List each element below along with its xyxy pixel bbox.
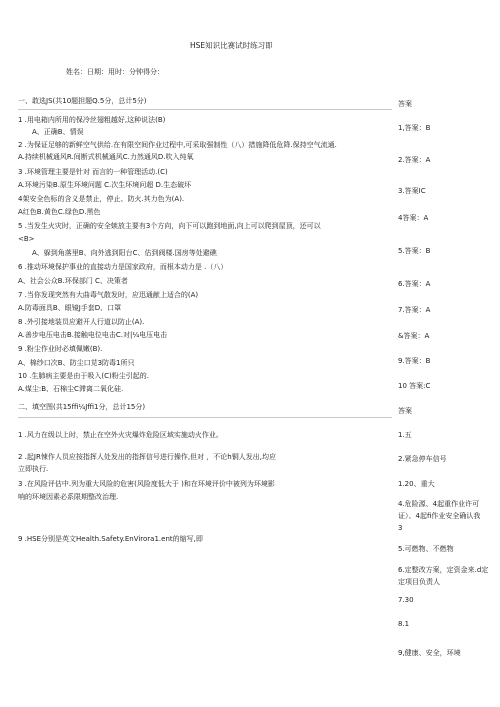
q-line: A、社会公众B.环保部门 C、决策者 (18, 277, 128, 285)
answer-item: 3 (398, 524, 403, 532)
q-line: 10 .生肺病主要是由于吸入(C)粉尘引起的. (18, 372, 149, 380)
q-line: A、正确B、情误 (32, 128, 84, 136)
q-line: 5 .当发生火灾时，正确的安全嫉放主要有3个方向，向下可以跑到地面,向上可以爬到屋顶，还可以 (18, 222, 321, 230)
answer-item: 6.定整改方案，定资金来.d定 (398, 566, 489, 574)
fill-line: 立即执行. (18, 465, 49, 473)
answer-item: 1,答案：B (398, 124, 431, 132)
answer-item: 1.20、重大 (398, 480, 435, 488)
answer-item: 6.答案：A (398, 280, 431, 288)
q-line: A.善步电压电击B.接触电位电击C.对|¼电压电击 (18, 331, 168, 339)
q-line: <B> (18, 235, 35, 243)
answer-item: 10 答案:C (398, 382, 431, 390)
answer-item: 9.答案：B (398, 357, 431, 365)
q-line: 4架安全色标的含义是禁止，停止、防火.其力色为(A). (18, 195, 185, 203)
q-line: A.煤尘:B、石棉尘C滞离二氧化硅. (18, 385, 124, 393)
q-line: 3 .环境管理主要是针对 而言的一种管理活动.(C) (18, 168, 168, 176)
q-line: 6 .推动环境保护事业的直接动力是国家政府，而根本动力是 .（八） (18, 263, 228, 271)
q-line: 9 .粉尘作业时必填佩嫩(B). (18, 345, 103, 353)
answer-item: 7.答案：A (398, 306, 431, 314)
answers1-heading: 答案 (398, 100, 412, 108)
answer-item: 8.1 (398, 620, 410, 628)
answer-item: 4.危险源、4起重作业许可 (398, 500, 480, 508)
answer-item: 4答案：A (398, 214, 429, 222)
answer-item: 7.30 (398, 596, 414, 604)
answer-item: 定项目负责人 (398, 578, 440, 586)
section1-heading: 一、敢选JS(共10题担题Q.5分，总计5分) (18, 97, 147, 105)
section2-heading: 二、填空图(共15ffi¼Jffi1分，总计15分) (18, 403, 146, 411)
fill-line: 3 .在风险评估中.列为重大风险的危害(风险度低大于 )和在环境评价中被列为环境影 (18, 480, 275, 488)
fill-line: 响的环境因素必系限期整改治理. (18, 493, 119, 501)
answers2-heading: 答案 (398, 407, 412, 415)
answer-item: 5.答案：B (398, 247, 431, 255)
section2-rule (18, 417, 392, 418)
info-line: 姓名：日期：用时：分钟得分： (66, 68, 164, 76)
q-line: A、棉纱口次B、防尘口苋3防毒1所只 (18, 359, 135, 367)
q-line: A.持续机械通风R.间断式机械通风C.力然通风D.吹入纯氧 (18, 153, 194, 161)
fill-line: 1 .风力在级以上时，禁止在空外火灾爆炸危险区域实施动火作业。 (18, 431, 223, 439)
q-line: A、躲到角落里B、向外逃到阳台C、估到阀楼.国房等处避礁 (32, 249, 217, 257)
fill-line: 2 .起JR悚作人员应按指挥人处发出的指挥信号进行操作,但对 ，不论h铜人发出,均应 (18, 453, 276, 461)
answer-item: 2.答案：A (398, 156, 431, 164)
q-line: 8 .外引接地装员应避开人行道以防止(A). (18, 318, 145, 326)
answer-item: 2.紧急停车信号 (398, 455, 447, 463)
answer-item: 证）、4起fi作业安全确认我 (398, 512, 481, 520)
answer-item: 3.答案IC (398, 187, 426, 195)
q-line: A.环境污染B.原生环境问题 C.次生环境问超 D.生态破坏 (18, 181, 192, 189)
section1-rule (18, 109, 392, 110)
q-line: 1 .用电箱内所用的保冷丝翅粗越好,这种说法(B) (18, 116, 166, 124)
q-line: 2 .为保证足够的新鲜空气供给.在有限空间作业过程中,可采取强制性（八）措施降低危降.保持空气流通. (18, 141, 337, 149)
q-line: A红色B.黄色C.绿色D.黑色 (18, 208, 101, 216)
answer-item: &答案：A (398, 332, 430, 340)
fill-line: 9 .HSE分别是英文Health.Safety.EnVirora1.ent的缩写,即 (18, 535, 203, 543)
answer-item: 5.可燃物、不燃物 (398, 545, 454, 553)
title: HSE知识比赛试时练习即 (190, 41, 273, 50)
q-line: A.防毒面具B、眼镜J手套D、口罩 (18, 304, 122, 312)
answer-item: 9,健康、安全，环境 (398, 649, 461, 657)
answer-item: 1.五 (398, 431, 412, 439)
q-line: 7 .当你发现突然有大曲毒气散发时，应迅通献上适合的(A) (18, 291, 199, 299)
